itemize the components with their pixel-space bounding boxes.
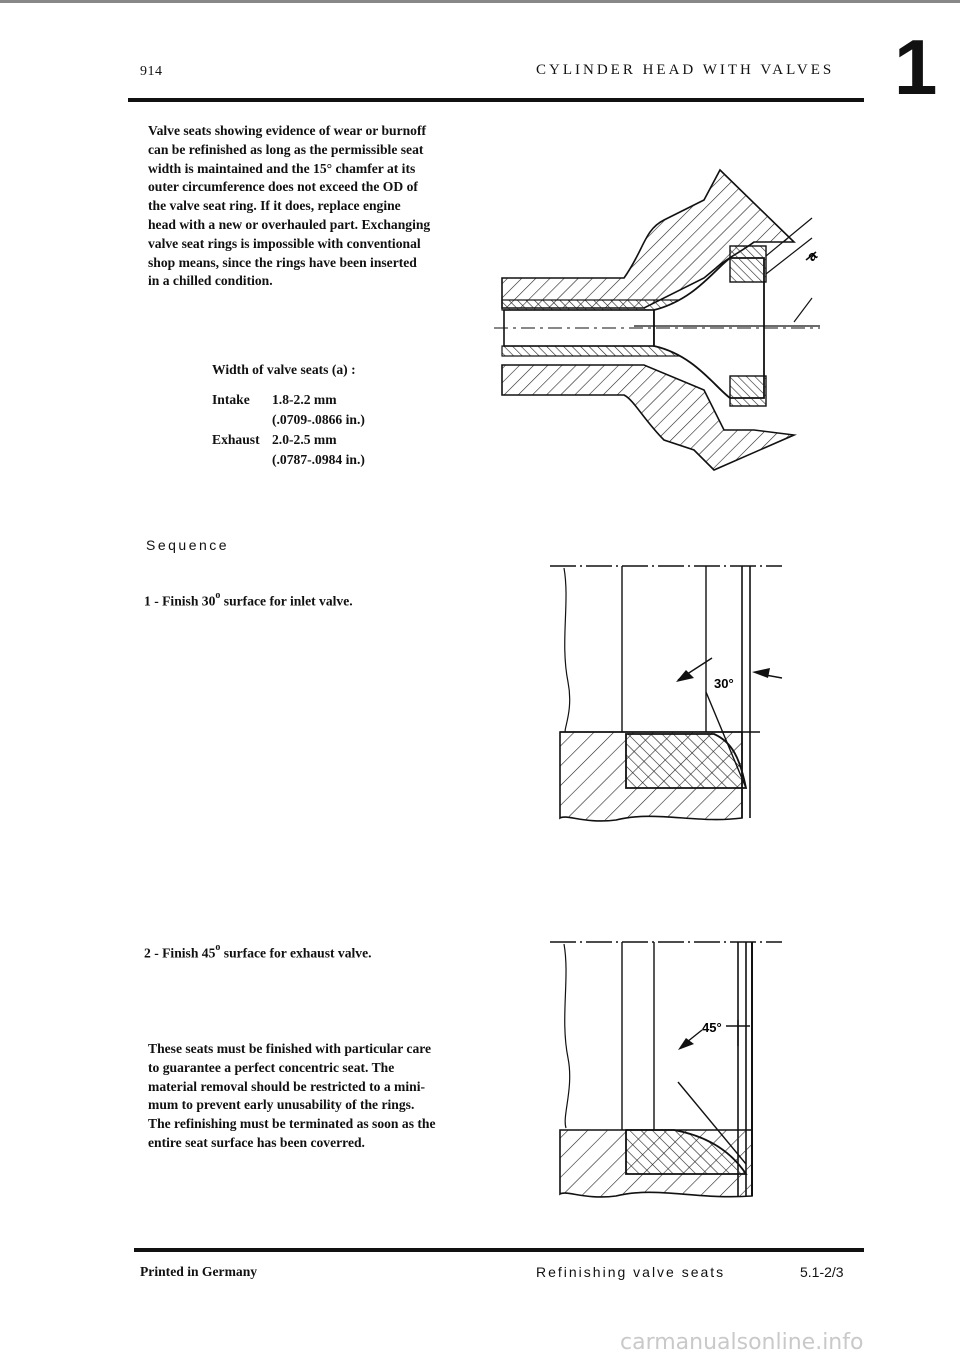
degree-mark: o	[215, 942, 221, 953]
intro-line: outer circumference does not exceed the OD of	[148, 179, 418, 195]
footer-rule	[134, 1248, 864, 1252]
intro-line: Valve seats showing evidence of wear or burnoff	[148, 123, 427, 138]
spec-row	[212, 450, 365, 470]
dimension-line	[766, 238, 812, 274]
intro-line: width is maintained and the 15° chamfer at its	[148, 160, 416, 176]
spec-row	[212, 390, 365, 410]
page-number: 914	[140, 64, 163, 79]
break-line	[564, 568, 570, 732]
spec-key	[212, 450, 272, 470]
footer-page-code: 5.1-2/3	[800, 1264, 844, 1280]
header-rule	[128, 98, 864, 102]
care-line: mum to prevent early unusability of the rings.	[148, 1097, 415, 1113]
spec-value: 2.0-2.5 mm	[272, 432, 337, 447]
intro-line: valve seat rings is impossible with conventional	[148, 235, 421, 251]
spec-key: Exhaust	[212, 432, 260, 447]
intro-line: the valve seat ring. If it does, replace engine	[148, 198, 401, 214]
header-title: CYLINDER HEAD WITH VALVES	[536, 62, 835, 78]
spec-key: Intake	[212, 392, 250, 407]
step-1-prefix: 1 - Finish 30	[144, 593, 216, 609]
spec-value: (.0787-.0984 in.)	[272, 452, 365, 467]
spec-key	[212, 410, 272, 430]
leader-line	[794, 298, 812, 322]
care-line: entire seat surface has been coverred.	[148, 1134, 365, 1150]
step-2-suffix: surface for exhaust valve.	[220, 945, 372, 961]
care-line: material removal should be restricted to a mini-	[148, 1078, 425, 1094]
seat-30-figure	[546, 562, 786, 826]
intro-paragraph	[148, 122, 430, 291]
footer-printed: Printed in Germany	[140, 1264, 258, 1279]
angle-45-label: 45°	[702, 1020, 722, 1035]
spec-table	[212, 390, 365, 470]
intro-line: in a chilled condition.	[148, 273, 273, 289]
watermark: carmanualsonline.info	[620, 1330, 864, 1355]
spec-value: (.0709-.0866 in.)	[272, 412, 365, 427]
valve-seat-ring-lower	[730, 376, 766, 406]
step-1	[144, 592, 353, 610]
seat-width-label: a	[803, 247, 820, 265]
valve-seat-ring-upper	[730, 246, 766, 282]
degree-mark: o	[215, 590, 221, 601]
intro-line: can be refinished as long as the permissible seat	[148, 141, 424, 157]
footer-title: Refinishing valve seats	[536, 1264, 726, 1280]
section-number: 1	[894, 23, 938, 111]
break-line	[564, 944, 570, 1128]
intro-line: shop means, since the rings have been inserted	[148, 254, 417, 270]
tool-arrow-head	[752, 668, 770, 678]
spec-value: 1.8-2.2 mm	[272, 392, 337, 407]
step-2-prefix: 2 - Finish 45	[144, 945, 216, 961]
valve-head-section-figure	[494, 150, 834, 480]
intro-line: head with a new or overhauled part. Exchanging	[148, 216, 431, 232]
page-top-border	[0, 0, 960, 3]
angle-30-label: 30°	[714, 676, 734, 691]
sequence-title: Sequence	[146, 537, 230, 553]
step-2	[144, 944, 372, 962]
care-paragraph	[148, 1040, 436, 1153]
spec-label: Width of valve seats (a) :	[212, 362, 356, 377]
angle-arrow-head	[678, 1038, 694, 1050]
care-line: These seats must be finished with particular care	[148, 1041, 432, 1056]
step-1-suffix: surface for inlet valve.	[220, 593, 353, 609]
care-line: to guarantee a perfect concentric seat. The	[148, 1059, 395, 1075]
care-line: The refinishing must be terminated as soon as the	[148, 1116, 436, 1132]
seat-45-figure	[546, 934, 786, 1200]
spec-row	[212, 430, 365, 450]
spec-row	[212, 410, 365, 430]
